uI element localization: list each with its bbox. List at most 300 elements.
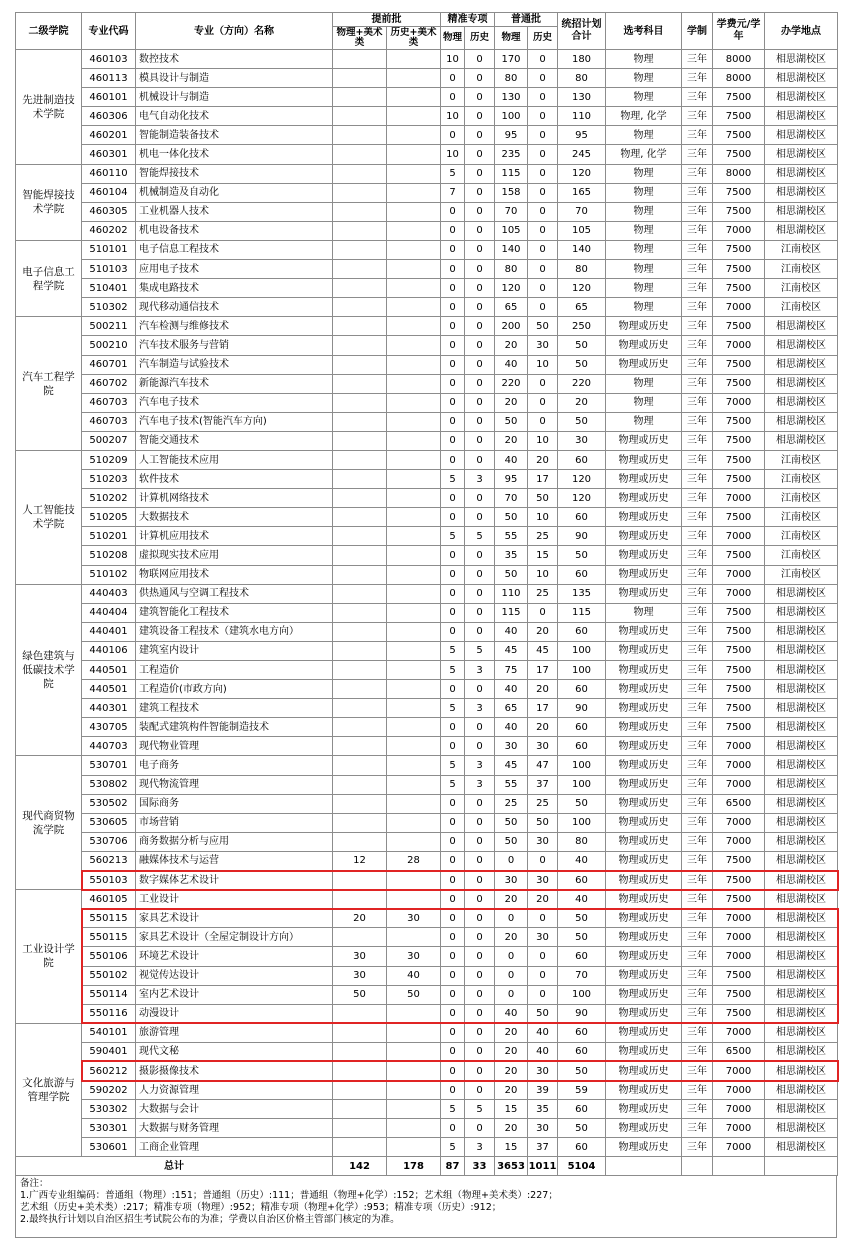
reg-hist-cell: 0 xyxy=(528,851,558,870)
adv-hist-cell xyxy=(387,871,441,890)
reg-phys-cell: 100 xyxy=(495,107,528,126)
total-cell: 30 xyxy=(558,431,606,450)
adv-hist-cell xyxy=(387,661,441,680)
years-cell: 三年 xyxy=(682,1100,713,1119)
code-cell: 460306 xyxy=(82,107,136,126)
years-cell: 三年 xyxy=(682,851,713,870)
reg-phys-cell: 40 xyxy=(495,718,528,737)
code-cell: 440404 xyxy=(82,603,136,622)
reg-phys-cell: 170 xyxy=(495,50,528,69)
adv-phys-cell xyxy=(333,565,387,584)
sp-hist-cell: 0 xyxy=(465,69,495,88)
years-cell: 三年 xyxy=(682,279,713,298)
reg-phys-cell: 130 xyxy=(495,88,528,107)
table-row xyxy=(16,393,838,412)
fee-cell: 7500 xyxy=(713,279,765,298)
name-cell: 现代移动通信技术 xyxy=(136,298,333,317)
reg-hist-cell: 0 xyxy=(528,107,558,126)
reg-hist-cell: 50 xyxy=(528,1004,558,1023)
campus-cell: 相思湖校区 xyxy=(765,107,838,126)
adv-hist-cell xyxy=(387,126,441,145)
subject-cell: 物理或历史 xyxy=(606,947,682,966)
total-cell: 95 xyxy=(558,126,606,145)
adv-phys-cell xyxy=(333,832,387,851)
reg-hist-cell: 0 xyxy=(528,947,558,966)
reg-hist-cell: 17 xyxy=(528,470,558,489)
fee-cell: 8000 xyxy=(713,69,765,88)
years-cell: 三年 xyxy=(682,221,713,240)
sp-phys-cell: 0 xyxy=(441,374,465,393)
code-cell: 510102 xyxy=(82,565,136,584)
reg-phys-cell: 0 xyxy=(495,909,528,928)
adv-phys-cell xyxy=(333,737,387,756)
sp-phys-cell: 10 xyxy=(441,107,465,126)
total-cell: 100 xyxy=(558,641,606,660)
code-cell: 440703 xyxy=(82,737,136,756)
years-cell: 三年 xyxy=(682,699,713,718)
adv-phys-cell xyxy=(333,603,387,622)
campus-cell: 相思湖校区 xyxy=(765,699,838,718)
adv-hist-cell xyxy=(387,183,441,202)
code-cell: 550114 xyxy=(82,985,136,1004)
reg-hist-cell: 10 xyxy=(528,355,558,374)
name-cell: 大数据技术 xyxy=(136,508,333,527)
reg-phys-cell: 45 xyxy=(495,756,528,775)
name-cell: 室内艺术设计 xyxy=(136,985,333,1004)
reg-phys-cell: 120 xyxy=(495,279,528,298)
adv-phys-cell xyxy=(333,1061,387,1080)
fee-cell: 7500 xyxy=(713,260,765,279)
adv-phys-cell xyxy=(333,145,387,164)
years-cell: 三年 xyxy=(682,1138,713,1157)
fee-cell: 7500 xyxy=(713,431,765,450)
fee-cell: 8000 xyxy=(713,164,765,183)
table-row xyxy=(16,641,838,660)
fee-cell: 7500 xyxy=(713,183,765,202)
table-row xyxy=(16,622,838,641)
campus-cell: 相思湖校区 xyxy=(765,145,838,164)
years-cell: 三年 xyxy=(682,69,713,88)
adv-phys-cell xyxy=(333,298,387,317)
total-cell: 220 xyxy=(558,374,606,393)
sp-phys-cell: 5 xyxy=(441,1138,465,1157)
table-row xyxy=(16,775,838,794)
sp-phys-cell: 5 xyxy=(441,641,465,660)
table-row xyxy=(16,680,838,699)
subject-cell: 物理 xyxy=(606,88,682,107)
table-row xyxy=(16,1004,838,1023)
table-row xyxy=(16,1138,838,1157)
reg-hist-cell: 30 xyxy=(528,832,558,851)
total-cell: 60 xyxy=(558,1100,606,1119)
name-cell: 大数据与会计 xyxy=(136,1100,333,1119)
code-cell: 510201 xyxy=(82,527,136,546)
name-cell: 家具艺术设计 xyxy=(136,909,333,928)
sp-hist-cell: 0 xyxy=(465,622,495,641)
table-row xyxy=(16,1100,838,1119)
fee-cell: 7500 xyxy=(713,412,765,431)
fee-cell: 7500 xyxy=(713,641,765,660)
total-reg-phys: 3653 xyxy=(495,1157,528,1176)
campus-cell: 相思湖校区 xyxy=(765,909,838,928)
adv-hist-cell xyxy=(387,450,441,469)
sp-hist-cell: 0 xyxy=(465,966,495,985)
total-cell: 120 xyxy=(558,164,606,183)
years-cell: 三年 xyxy=(682,603,713,622)
code-cell: 550115 xyxy=(82,928,136,947)
years-cell: 三年 xyxy=(682,1023,713,1042)
reg-phys-cell: 20 xyxy=(495,890,528,909)
sp-hist-cell: 0 xyxy=(465,603,495,622)
adv-phys-cell xyxy=(333,1081,387,1100)
code-cell: 530701 xyxy=(82,756,136,775)
adv-phys-cell xyxy=(333,871,387,890)
total-cell: 50 xyxy=(558,909,606,928)
subject-cell: 物理或历史 xyxy=(606,775,682,794)
adv-hist-cell xyxy=(387,107,441,126)
campus-cell: 相思湖校区 xyxy=(765,221,838,240)
adv-hist-cell xyxy=(387,584,441,603)
sp-hist-cell: 0 xyxy=(465,50,495,69)
total-cell: 120 xyxy=(558,489,606,508)
total-cell: 100 xyxy=(558,985,606,1004)
fee-cell: 7000 xyxy=(713,1100,765,1119)
adv-phys-cell xyxy=(333,431,387,450)
adv-phys-cell xyxy=(333,890,387,909)
fee-cell: 7500 xyxy=(713,355,765,374)
name-cell: 新能源汽车技术 xyxy=(136,374,333,393)
sp-hist-cell: 0 xyxy=(465,680,495,699)
years-cell: 三年 xyxy=(682,1119,713,1138)
reg-phys-cell: 80 xyxy=(495,260,528,279)
fee-cell: 7000 xyxy=(713,1138,765,1157)
college-cell: 电子信息工程学院 xyxy=(16,240,82,316)
sp-phys-cell: 0 xyxy=(441,851,465,870)
campus-cell: 相思湖校区 xyxy=(765,680,838,699)
adv-hist-cell xyxy=(387,374,441,393)
adv-phys-cell xyxy=(333,183,387,202)
subject-cell: 物理 xyxy=(606,221,682,240)
name-cell: 电子信息工程技术 xyxy=(136,240,333,259)
reg-hist-cell: 25 xyxy=(528,527,558,546)
adv-phys-cell xyxy=(333,489,387,508)
name-cell: 智能交通技术 xyxy=(136,431,333,450)
sp-phys-cell: 0 xyxy=(441,260,465,279)
campus-cell: 江南校区 xyxy=(765,470,838,489)
reg-hist-cell: 0 xyxy=(528,985,558,1004)
subject-cell: 物理或历史 xyxy=(606,1023,682,1042)
reg-phys-cell: 40 xyxy=(495,622,528,641)
total-cell: 65 xyxy=(558,298,606,317)
reg-phys-cell: 20 xyxy=(495,928,528,947)
sp-hist-cell: 3 xyxy=(465,661,495,680)
name-cell: 市场营销 xyxy=(136,813,333,832)
total-cell: 100 xyxy=(558,813,606,832)
adv-phys-cell xyxy=(333,412,387,431)
total-adv-phys: 142 xyxy=(333,1157,387,1176)
years-cell: 三年 xyxy=(682,470,713,489)
adv-hist-cell xyxy=(387,145,441,164)
adv-hist-cell xyxy=(387,431,441,450)
adv-hist-cell xyxy=(387,221,441,240)
reg-phys-cell: 50 xyxy=(495,508,528,527)
years-cell: 三年 xyxy=(682,431,713,450)
table-row xyxy=(16,69,838,88)
sp-phys-cell: 0 xyxy=(441,202,465,221)
reg-phys-cell: 95 xyxy=(495,470,528,489)
name-cell: 机电一体化技术 xyxy=(136,145,333,164)
campus-cell: 相思湖校区 xyxy=(765,336,838,355)
sp-hist-cell: 0 xyxy=(465,1042,495,1061)
fee-cell: 7000 xyxy=(713,756,765,775)
sp-phys-cell: 0 xyxy=(441,813,465,832)
total-cell: 105 xyxy=(558,221,606,240)
reg-hist-cell: 35 xyxy=(528,1100,558,1119)
sp-phys-cell: 0 xyxy=(441,1023,465,1042)
fee-cell: 7500 xyxy=(713,470,765,489)
adv-hist-cell xyxy=(387,699,441,718)
reg-hist-cell: 0 xyxy=(528,279,558,298)
total-row xyxy=(16,1157,838,1176)
adv-phys-cell xyxy=(333,317,387,336)
table-row xyxy=(16,355,838,374)
adv-phys-cell xyxy=(333,661,387,680)
subject-cell: 物理 xyxy=(606,69,682,88)
sp-phys-cell: 0 xyxy=(441,355,465,374)
sp-phys-cell: 0 xyxy=(441,622,465,641)
reg-phys-cell: 70 xyxy=(495,489,528,508)
years-cell: 三年 xyxy=(682,813,713,832)
sp-hist-cell: 0 xyxy=(465,565,495,584)
campus-cell: 相思湖校区 xyxy=(765,641,838,660)
reg-hist-cell: 0 xyxy=(528,603,558,622)
name-cell: 融媒体技术与运营 xyxy=(136,851,333,870)
header-subject: 选考科目 xyxy=(606,13,682,50)
sp-hist-cell: 0 xyxy=(465,1119,495,1138)
sp-hist-cell: 0 xyxy=(465,240,495,259)
years-cell: 三年 xyxy=(682,546,713,565)
sp-hist-cell: 0 xyxy=(465,947,495,966)
sp-hist-cell: 0 xyxy=(465,374,495,393)
sp-hist-cell: 0 xyxy=(465,890,495,909)
reg-phys-cell: 40 xyxy=(495,355,528,374)
years-cell: 三年 xyxy=(682,947,713,966)
code-cell: 590401 xyxy=(82,1042,136,1061)
sp-hist-cell: 0 xyxy=(465,260,495,279)
adv-phys-cell xyxy=(333,202,387,221)
sp-hist-cell: 3 xyxy=(465,699,495,718)
fee-cell: 7000 xyxy=(713,1081,765,1100)
adv-phys-cell xyxy=(333,470,387,489)
adv-hist-cell xyxy=(387,832,441,851)
code-cell: 500207 xyxy=(82,431,136,450)
adv-hist-cell xyxy=(387,317,441,336)
sp-phys-cell: 0 xyxy=(441,1061,465,1080)
total-adv-hist: 178 xyxy=(387,1157,441,1176)
total-cell: 80 xyxy=(558,832,606,851)
subject-cell: 物理或历史 xyxy=(606,1100,682,1119)
reg-phys-cell: 75 xyxy=(495,661,528,680)
sp-hist-cell: 0 xyxy=(465,298,495,317)
campus-cell: 相思湖校区 xyxy=(765,50,838,69)
subject-cell: 物理 xyxy=(606,603,682,622)
reg-phys-cell: 50 xyxy=(495,565,528,584)
sp-hist-cell: 0 xyxy=(465,813,495,832)
campus-cell: 江南校区 xyxy=(765,260,838,279)
sp-hist-cell: 0 xyxy=(465,88,495,107)
name-cell: 人工智能技术应用 xyxy=(136,450,333,469)
reg-phys-cell: 20 xyxy=(495,431,528,450)
years-cell: 三年 xyxy=(682,508,713,527)
campus-cell: 相思湖校区 xyxy=(765,317,838,336)
adv-phys-cell xyxy=(333,1119,387,1138)
fee-cell: 7000 xyxy=(713,813,765,832)
reg-hist-cell: 0 xyxy=(528,145,558,164)
name-cell: 工程造价 xyxy=(136,661,333,680)
total-reg-hist: 1011 xyxy=(528,1157,558,1176)
campus-cell: 相思湖校区 xyxy=(765,756,838,775)
total-cell: 80 xyxy=(558,69,606,88)
sp-phys-cell: 0 xyxy=(441,489,465,508)
code-cell: 460703 xyxy=(82,393,136,412)
code-cell: 590202 xyxy=(82,1081,136,1100)
sp-phys-cell: 0 xyxy=(441,240,465,259)
reg-phys-cell: 20 xyxy=(495,393,528,412)
code-cell: 460703 xyxy=(82,412,136,431)
reg-hist-cell: 37 xyxy=(528,775,558,794)
name-cell: 模具设计与制造 xyxy=(136,69,333,88)
total-grand: 5104 xyxy=(558,1157,606,1176)
reg-hist-cell: 0 xyxy=(528,240,558,259)
table-row xyxy=(16,260,838,279)
total-cell: 80 xyxy=(558,260,606,279)
header-advance: 提前批 xyxy=(333,13,441,27)
table-row xyxy=(16,50,838,69)
adv-phys-cell xyxy=(333,508,387,527)
adv-hist-cell xyxy=(387,603,441,622)
name-cell: 家具艺术设计（全屋定制设计方向） xyxy=(136,928,333,947)
campus-cell: 相思湖校区 xyxy=(765,88,838,107)
reg-hist-cell: 0 xyxy=(528,374,558,393)
fee-cell: 7500 xyxy=(713,985,765,1004)
reg-hist-cell: 10 xyxy=(528,508,558,527)
reg-hist-cell: 20 xyxy=(528,718,558,737)
reg-phys-cell: 55 xyxy=(495,527,528,546)
campus-cell: 相思湖校区 xyxy=(765,1042,838,1061)
sp-phys-cell: 0 xyxy=(441,584,465,603)
sp-hist-cell: 0 xyxy=(465,145,495,164)
adv-phys-cell: 12 xyxy=(333,851,387,870)
header-years: 学制 xyxy=(682,13,713,50)
table-row xyxy=(16,240,838,259)
total-cell: 180 xyxy=(558,50,606,69)
campus-cell: 相思湖校区 xyxy=(765,775,838,794)
header-special: 精准专项 xyxy=(441,13,495,27)
years-cell: 三年 xyxy=(682,966,713,985)
adv-phys-cell xyxy=(333,260,387,279)
sp-hist-cell: 0 xyxy=(465,546,495,565)
college-cell: 人工智能技术学院 xyxy=(16,450,82,584)
sp-hist-cell: 0 xyxy=(465,450,495,469)
name-cell: 人力资源管理 xyxy=(136,1081,333,1100)
sp-hist-cell: 0 xyxy=(465,336,495,355)
name-cell: 智能制造装备技术 xyxy=(136,126,333,145)
fee-cell: 7500 xyxy=(713,508,765,527)
college-cell: 绿色建筑与低碳技术学院 xyxy=(16,584,82,756)
subject-cell: 物理 xyxy=(606,279,682,298)
years-cell: 三年 xyxy=(682,298,713,317)
reg-hist-cell: 30 xyxy=(528,336,558,355)
campus-cell: 相思湖校区 xyxy=(765,1061,838,1080)
code-cell: 460101 xyxy=(82,88,136,107)
fee-cell: 7000 xyxy=(713,947,765,966)
college-cell: 现代商贸物流学院 xyxy=(16,756,82,890)
adv-hist-cell: 30 xyxy=(387,947,441,966)
adv-hist-cell xyxy=(387,641,441,660)
name-cell: 物联网应用技术 xyxy=(136,565,333,584)
name-cell: 建筑设备工程技术（建筑水电方向） xyxy=(136,622,333,641)
adv-hist-cell xyxy=(387,622,441,641)
total-sp-phys: 87 xyxy=(441,1157,465,1176)
adv-phys-cell xyxy=(333,107,387,126)
total-cell: 60 xyxy=(558,508,606,527)
sp-phys-cell: 0 xyxy=(441,69,465,88)
years-cell: 三年 xyxy=(682,565,713,584)
subject-cell: 物理, 化学 xyxy=(606,107,682,126)
name-cell: 现代文秘 xyxy=(136,1042,333,1061)
subject-cell: 物理或历史 xyxy=(606,1138,682,1157)
subject-cell: 物理或历史 xyxy=(606,622,682,641)
reg-hist-cell: 25 xyxy=(528,584,558,603)
name-cell: 建筑室内设计 xyxy=(136,641,333,660)
fee-cell: 7000 xyxy=(713,298,765,317)
total-cell: 50 xyxy=(558,794,606,813)
fee-cell: 7500 xyxy=(713,546,765,565)
fee-cell: 7500 xyxy=(713,317,765,336)
adv-hist-cell xyxy=(387,928,441,947)
name-cell: 工业机器人技术 xyxy=(136,202,333,221)
adv-hist-cell xyxy=(387,470,441,489)
years-cell: 三年 xyxy=(682,1004,713,1023)
reg-hist-cell: 20 xyxy=(528,450,558,469)
code-cell: 460113 xyxy=(82,69,136,88)
table-row xyxy=(16,603,838,622)
reg-hist-cell: 0 xyxy=(528,183,558,202)
reg-hist-cell: 40 xyxy=(528,1042,558,1061)
adv-hist-cell xyxy=(387,164,441,183)
college-cell: 文化旅游与管理学院 xyxy=(16,1023,82,1157)
name-cell: 机械设计与制造 xyxy=(136,88,333,107)
header-name: 专业（方向）名称 xyxy=(136,13,333,50)
sp-phys-cell: 0 xyxy=(441,221,465,240)
reg-hist-cell: 40 xyxy=(528,1023,558,1042)
subject-cell: 物理或历史 xyxy=(606,1061,682,1080)
fee-cell: 7500 xyxy=(713,374,765,393)
subject-cell: 物理或历史 xyxy=(606,985,682,1004)
subject-cell: 物理或历史 xyxy=(606,450,682,469)
years-cell: 三年 xyxy=(682,374,713,393)
reg-hist-cell: 25 xyxy=(528,794,558,813)
code-cell: 510209 xyxy=(82,450,136,469)
name-cell: 机电设备技术 xyxy=(136,221,333,240)
sp-hist-cell: 0 xyxy=(465,1061,495,1080)
sp-phys-cell: 0 xyxy=(441,947,465,966)
code-cell: 530601 xyxy=(82,1138,136,1157)
sp-phys-cell: 10 xyxy=(441,50,465,69)
years-cell: 三年 xyxy=(682,489,713,508)
years-cell: 三年 xyxy=(682,183,713,202)
sp-hist-cell: 0 xyxy=(465,489,495,508)
